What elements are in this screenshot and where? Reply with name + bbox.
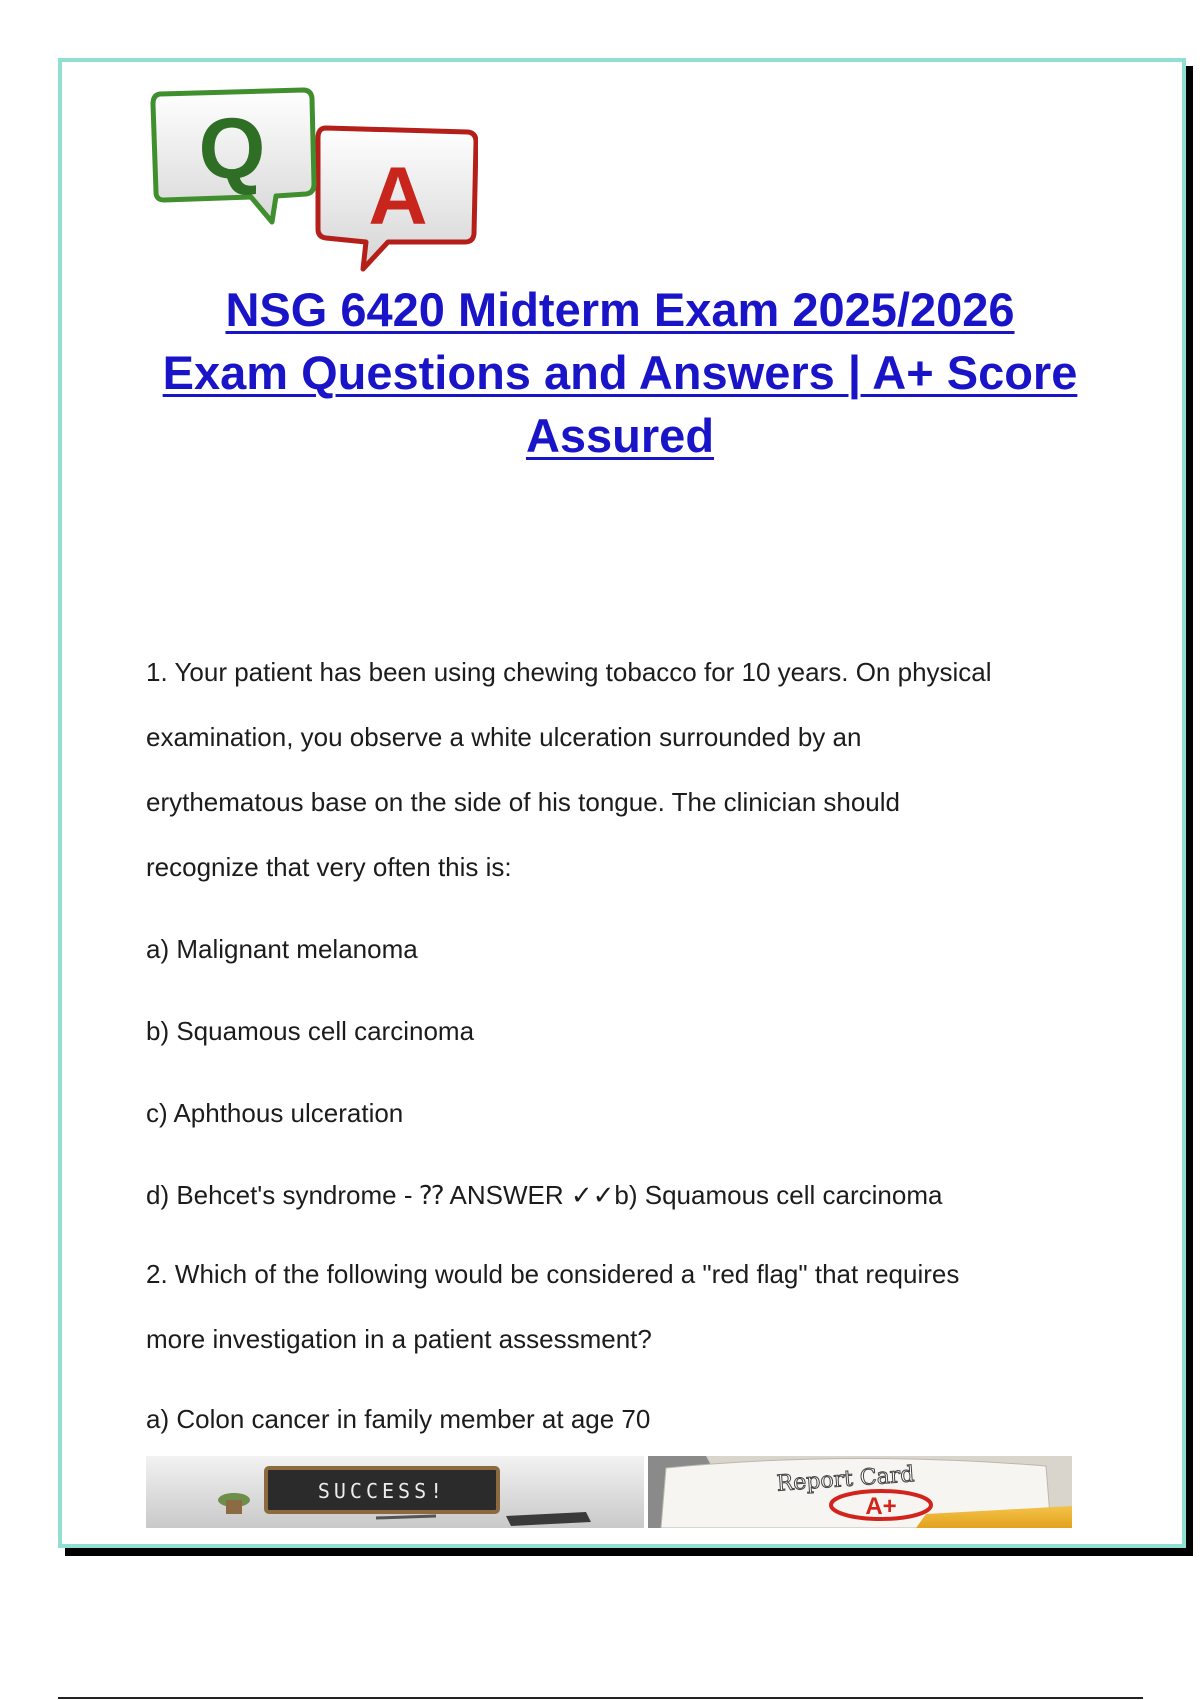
report-card-text: Report Card <box>775 1462 916 1497</box>
exam-content <box>146 640 1106 1460</box>
question-2-option-a: a) Colon cancer in family member at age 70 <box>146 1404 651 1434</box>
title-line-1[interactable]: NSG 6420 Midterm Exam 2025/2026 <box>225 283 1015 336</box>
question-2-line-2: more investigation in a patient assessment? <box>146 1324 652 1354</box>
report-card-image <box>648 1456 1072 1528</box>
question-1-line-2: examination, you observe a white ulceration surrounded by an <box>146 722 862 752</box>
question-1-line-1: 1. Your patient has been using chewing tobacco for 10 years. On physical <box>146 657 992 687</box>
question-2-line-1: 2. Which of the following would be considered a "red flag" that requires <box>146 1259 960 1289</box>
q-letter: Q <box>198 101 266 197</box>
question-1-line-3: erythematous base on the side of his tongue. The clinician should <box>146 787 900 817</box>
a-letter: A <box>368 151 428 242</box>
question-1 <box>146 640 1106 1236</box>
question-2 <box>146 1242 1106 1460</box>
document-title <box>110 278 1130 467</box>
question-1-option-a: a) Malignant melanoma <box>146 934 418 964</box>
q-bubble <box>153 90 314 222</box>
question-1-option-b: b) Squamous cell carcinoma <box>146 1016 475 1046</box>
qa-logo <box>148 86 478 281</box>
grade-text: A+ <box>865 1493 897 1520</box>
success-text: SUCCESS! <box>317 1479 447 1503</box>
question-1-option-d-answer: d) Behcet's syndrome - ⁇ ANSWER ✓✓b) Squamous cell carcinoma <box>146 1180 943 1210</box>
bottom-banner <box>146 1456 1072 1528</box>
footer-rule <box>58 1697 1143 1699</box>
success-image <box>146 1456 644 1528</box>
a-bubble <box>318 128 476 269</box>
title-line-2[interactable]: Exam Questions and Answers | A+ Score <box>162 346 1078 399</box>
question-1-line-4: recognize that very often this is: <box>146 852 512 882</box>
question-1-option-c: c) Aphthous ulceration <box>146 1098 404 1128</box>
title-line-3[interactable]: Assured <box>525 409 715 462</box>
